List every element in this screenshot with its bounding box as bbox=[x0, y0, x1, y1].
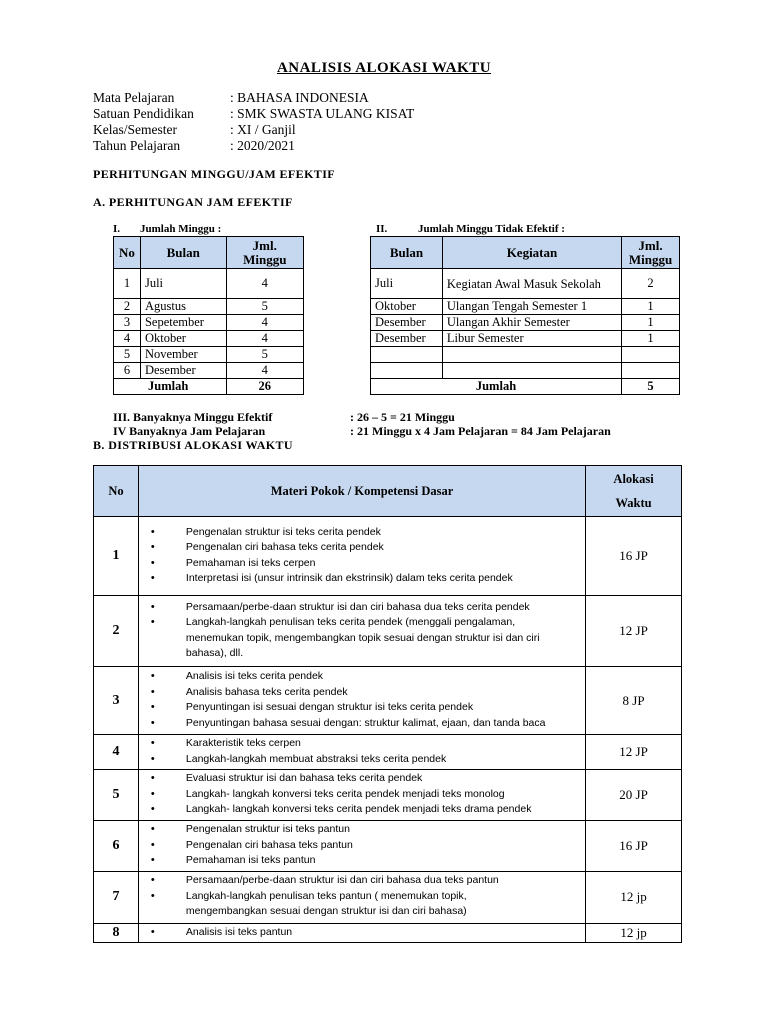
document-title: ANALISIS ALOKASI WAKTU bbox=[276, 60, 492, 76]
table-row bbox=[114, 269, 304, 299]
cell: 4 bbox=[226, 269, 303, 299]
table2-caption-num: II. bbox=[376, 223, 388, 235]
row-materi bbox=[138, 871, 585, 923]
table2-header-jml: Jml. Minggu bbox=[622, 237, 680, 269]
row-materi bbox=[138, 821, 585, 872]
total-label: Jumlah bbox=[114, 379, 227, 395]
cell: Agustus bbox=[140, 299, 226, 315]
header-alokasi-line1: Alokasi bbox=[613, 472, 654, 486]
row-waktu: 8 JP bbox=[586, 667, 682, 735]
cell: 4 bbox=[226, 363, 303, 379]
table1-header-jml: Jml. Minggu bbox=[226, 237, 303, 269]
list-item: • Evaluasi struktur isi dan bahasa teks cerita pendek bbox=[139, 771, 585, 787]
list-item: • Langkah-langkah penulisan teks pantun ( menemukan topik, mengembangkan sesuai dengan struktur isi dan ciri bahasa) bbox=[139, 889, 585, 920]
row-number: 7 bbox=[94, 871, 139, 923]
table-row bbox=[371, 269, 680, 299]
table-row bbox=[114, 363, 304, 379]
cell: 2 bbox=[114, 299, 141, 315]
section-b-heading: B. DISTRIBUSI ALOKASI WAKTU bbox=[93, 438, 293, 452]
table2-header-bulan: Bulan bbox=[371, 237, 443, 269]
list-item: • Pengenalan ciri bahasa teks cerita pendek bbox=[139, 540, 585, 556]
cell: Ulangan Tengah Semester 1 bbox=[442, 299, 621, 315]
list-item: • Persamaan/perbe-daan struktur isi dan ciri bahasa dua teks pantun bbox=[139, 873, 585, 889]
cell bbox=[442, 363, 621, 379]
table-row bbox=[371, 315, 680, 331]
cell: Desember bbox=[371, 331, 443, 347]
cell: 4 bbox=[114, 331, 141, 347]
info-label: Mata Pelajaran bbox=[93, 90, 175, 105]
cell: 5 bbox=[114, 347, 141, 363]
row-materi bbox=[138, 735, 585, 770]
table3-header-no: No bbox=[94, 466, 139, 517]
table-row bbox=[94, 923, 682, 942]
row-number: 2 bbox=[94, 596, 139, 667]
cell: Libur Semester bbox=[442, 331, 621, 347]
row-materi bbox=[138, 923, 585, 942]
cell bbox=[371, 347, 443, 363]
cell: 5 bbox=[226, 299, 303, 315]
list-item: • Penyuntingan isi sesuai dengan struktur isi teks cerita pendek bbox=[139, 700, 585, 716]
table-row bbox=[114, 347, 304, 363]
row-waktu: 16 JP bbox=[586, 517, 682, 596]
info-value: : BAHASA INDONESIA bbox=[230, 90, 369, 105]
row-number: 8 bbox=[94, 923, 139, 942]
cell bbox=[622, 363, 680, 379]
table-row bbox=[114, 299, 304, 315]
summary-label-hours: IV Banyaknya Jam Pelajaran bbox=[113, 424, 266, 438]
info-label: Kelas/Semester bbox=[93, 122, 177, 137]
table-row bbox=[94, 667, 682, 735]
table-minggu-tidak-efektif bbox=[370, 236, 680, 395]
cell bbox=[371, 363, 443, 379]
table3-header-materi: Materi Pokok / Kompetensi Dasar bbox=[138, 466, 585, 517]
table-row bbox=[94, 770, 682, 821]
cell: 5 bbox=[226, 347, 303, 363]
row-materi bbox=[138, 770, 585, 821]
info-label: Tahun Pelajaran bbox=[93, 138, 181, 153]
list-item: • Pemahaman isi teks cerpen bbox=[139, 556, 585, 572]
row-waktu: 12 JP bbox=[586, 735, 682, 770]
list-item: • Pengenalan struktur isi teks pantun bbox=[139, 822, 585, 838]
section-a-heading: A. PERHITUNGAN JAM EFEKTIF bbox=[93, 195, 293, 209]
cell bbox=[622, 347, 680, 363]
table-row bbox=[94, 871, 682, 923]
table-total-row bbox=[114, 379, 304, 395]
list-item: • Langkah-langkah membuat abstraksi teks cerita pendek bbox=[139, 752, 585, 768]
cell: Juli bbox=[371, 269, 443, 299]
cell: 3 bbox=[114, 315, 141, 331]
cell: Kegiatan Awal Masuk Sekolah bbox=[442, 269, 621, 299]
list-item: • Interpretasi isi (unsur intrinsik dan ekstrinsik) dalam teks cerita pendek bbox=[139, 571, 585, 587]
list-item: • Pemahaman isi teks pantun bbox=[139, 853, 585, 869]
table-row bbox=[371, 299, 680, 315]
total-value: 26 bbox=[226, 379, 303, 395]
table-row bbox=[94, 735, 682, 770]
cell: 6 bbox=[114, 363, 141, 379]
table-row bbox=[371, 331, 680, 347]
list-item: • Pengenalan ciri bahasa teks pantun bbox=[139, 838, 585, 854]
info-label: Satuan Pendidikan bbox=[93, 106, 194, 121]
list-item: • Langkah- langkah konversi teks cerita pendek menjadi teks drama pendek bbox=[139, 802, 585, 818]
list-item: • Analisis isi teks cerita pendek bbox=[139, 669, 585, 685]
summary-label-weeks: III. Banyaknya Minggu Efektif bbox=[113, 410, 273, 424]
list-item: • Pengenalan struktur isi teks cerita pendek bbox=[139, 525, 585, 541]
cell: Sepetember bbox=[140, 315, 226, 331]
list-item: • Karakteristik teks cerpen bbox=[139, 736, 585, 752]
row-number: 6 bbox=[94, 821, 139, 872]
table-distribusi-alokasi bbox=[93, 465, 682, 943]
cell: Desember bbox=[140, 363, 226, 379]
row-waktu: 12 jp bbox=[586, 923, 682, 942]
header-alokasi-line2: Waktu bbox=[615, 496, 652, 510]
info-row-year bbox=[93, 138, 295, 154]
cell: 2 bbox=[622, 269, 680, 299]
cell: 4 bbox=[226, 331, 303, 347]
table3-header-alokasi bbox=[586, 466, 682, 517]
cell: Oktober bbox=[371, 299, 443, 315]
row-materi bbox=[138, 596, 585, 667]
row-materi bbox=[138, 517, 585, 596]
table-row bbox=[114, 331, 304, 347]
list-item: • Analisis isi teks pantun bbox=[139, 925, 585, 941]
info-value: : SMK SWASTA ULANG KISAT bbox=[230, 106, 415, 121]
table1-caption-num: I. bbox=[113, 223, 121, 235]
row-waktu: 12 jp bbox=[586, 871, 682, 923]
total-label: Jumlah bbox=[371, 379, 622, 395]
table2-caption: Jumlah Minggu Tidak Efektif : bbox=[418, 223, 565, 235]
row-number: 1 bbox=[94, 517, 139, 596]
list-item: • Persamaan/perbe-daan struktur isi dan ciri bahasa dua teks cerita pendek bbox=[139, 600, 585, 616]
table-row bbox=[94, 821, 682, 872]
table2-header-kegiatan: Kegiatan bbox=[442, 237, 621, 269]
row-number: 3 bbox=[94, 667, 139, 735]
table-jumlah-minggu bbox=[113, 236, 304, 395]
table-row bbox=[94, 596, 682, 667]
table-row bbox=[371, 363, 680, 379]
info-row-school bbox=[93, 106, 414, 122]
heading-main: PERHITUNGAN MINGGU/JAM EFEKTIF bbox=[93, 167, 336, 181]
cell: 1 bbox=[114, 269, 141, 299]
cell: Desember bbox=[371, 315, 443, 331]
cell: 1 bbox=[622, 299, 680, 315]
row-materi bbox=[138, 667, 585, 735]
table-row bbox=[94, 517, 682, 596]
table-total-row bbox=[371, 379, 680, 395]
list-item: • Langkah-langkah penulisan teks cerita pendek (menggali pengalaman, menemukan topik, mengembangkan topik sesuai dengan struktur isi dan ciri bahasa), dll. bbox=[139, 615, 585, 662]
list-item: • Langkah- langkah konversi teks cerita pendek menjadi teks monolog bbox=[139, 787, 585, 803]
summary-value-weeks: : 26 – 5 = 21 Minggu bbox=[350, 410, 455, 424]
cell: 1 bbox=[622, 331, 680, 347]
info-value: : 2020/2021 bbox=[230, 138, 295, 153]
row-waktu: 16 JP bbox=[586, 821, 682, 872]
total-value: 5 bbox=[622, 379, 680, 395]
cell: November bbox=[140, 347, 226, 363]
info-row-class bbox=[93, 122, 296, 138]
table1-header-bulan: Bulan bbox=[140, 237, 226, 269]
cell: 4 bbox=[226, 315, 303, 331]
cell: 1 bbox=[622, 315, 680, 331]
cell bbox=[442, 347, 621, 363]
cell: Oktober bbox=[140, 331, 226, 347]
table-row bbox=[114, 315, 304, 331]
summary-value-hours: : 21 Minggu x 4 Jam Pelajaran = 84 Jam Pelajaran bbox=[350, 424, 611, 438]
list-item: • Analisis bahasa teks cerita pendek bbox=[139, 685, 585, 701]
cell: Juli bbox=[140, 269, 226, 299]
cell: Ulangan Akhir Semester bbox=[442, 315, 621, 331]
row-waktu: 20 JP bbox=[586, 770, 682, 821]
info-row-subject bbox=[93, 90, 369, 106]
row-waktu: 12 JP bbox=[586, 596, 682, 667]
list-item: • Penyuntingan bahasa sesuai dengan: struktur kalimat, ejaan, dan tanda baca bbox=[139, 716, 585, 732]
table-row bbox=[371, 347, 680, 363]
row-number: 5 bbox=[94, 770, 139, 821]
row-number: 4 bbox=[94, 735, 139, 770]
info-value: : XI / Ganjil bbox=[230, 122, 296, 137]
table1-caption: Jumlah Minggu : bbox=[140, 223, 222, 235]
table1-header-no: No bbox=[114, 237, 141, 269]
